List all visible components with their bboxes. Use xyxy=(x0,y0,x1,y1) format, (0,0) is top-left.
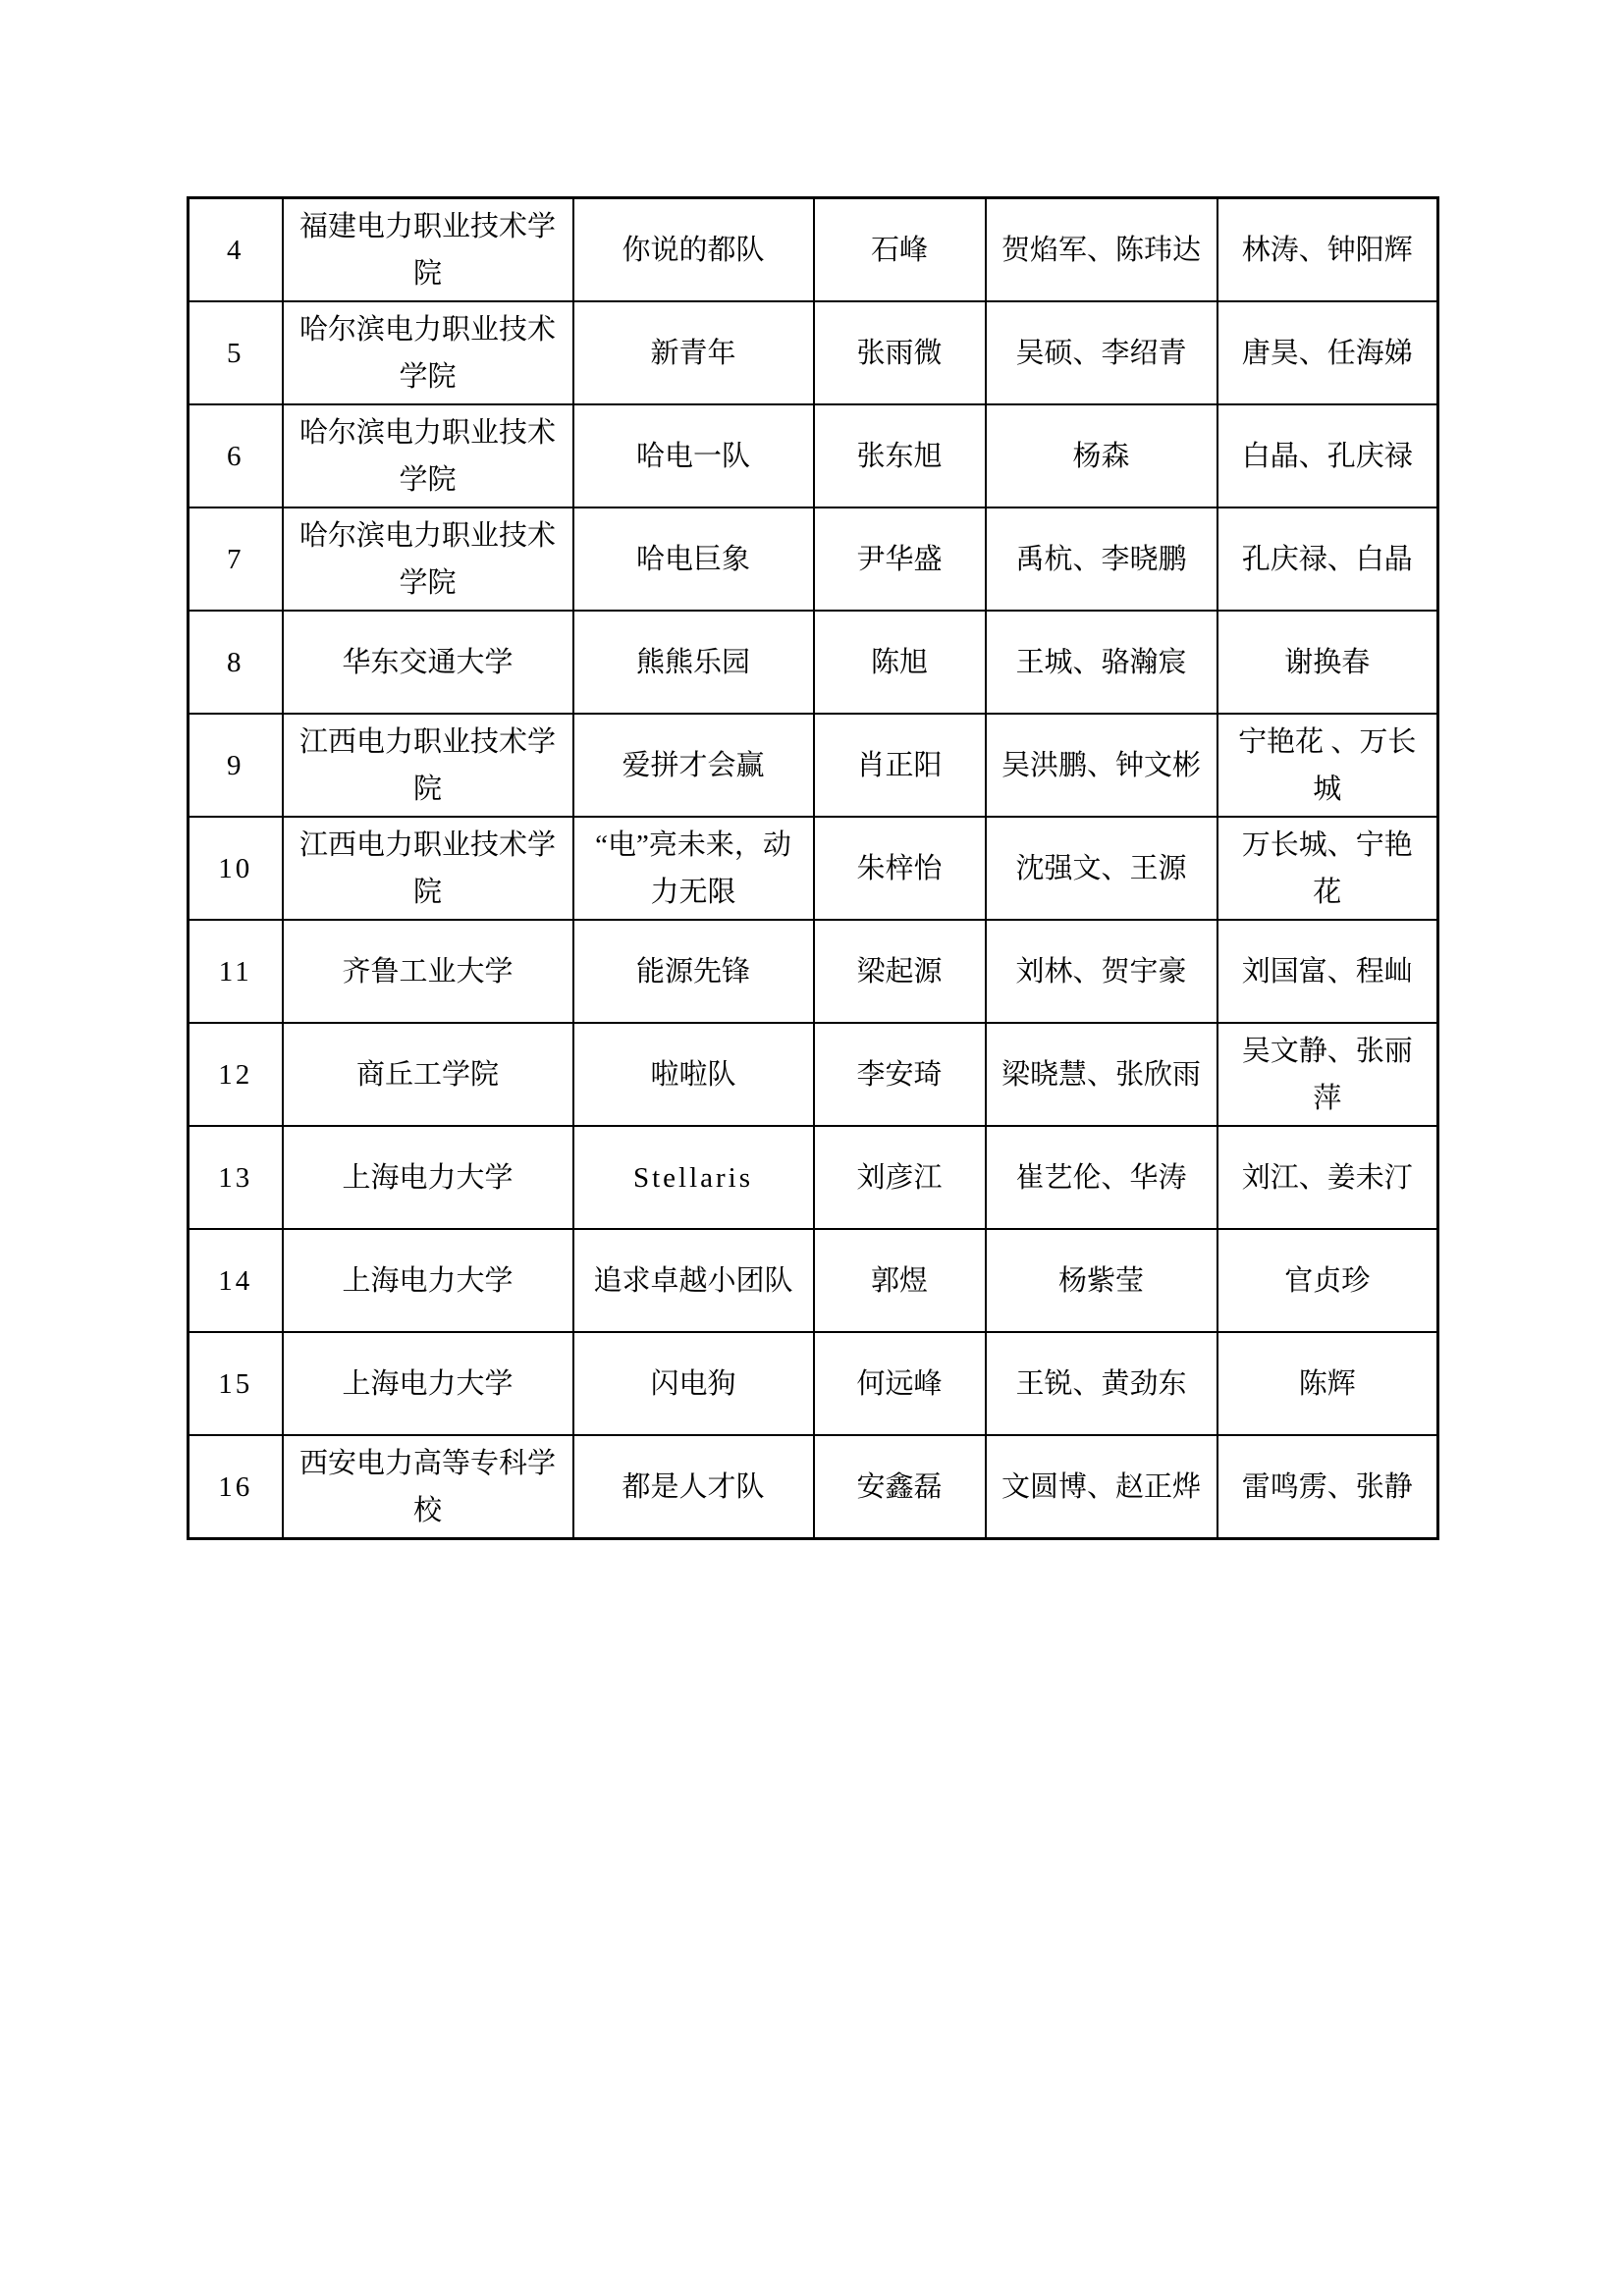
table-cell: 追求卓越小团队 xyxy=(573,1229,814,1332)
table-cell: 刘彦江 xyxy=(814,1126,986,1229)
table-cell: 杨紫莹 xyxy=(986,1229,1217,1332)
table-cell: 陈辉 xyxy=(1217,1332,1438,1435)
table-cell: 能源先锋 xyxy=(573,920,814,1023)
row-number-cell: 10 xyxy=(189,817,283,920)
table-cell: 王城、骆瀚宸 xyxy=(986,611,1217,714)
table-cell: 宁艳花 、万长城 xyxy=(1217,714,1438,817)
table-cell: 刘林、贺宇豪 xyxy=(986,920,1217,1023)
table-cell: 官贞珍 xyxy=(1217,1229,1438,1332)
table-cell: 福建电力职业技术学院 xyxy=(283,198,573,302)
table-cell: 你说的都队 xyxy=(573,198,814,302)
table-cell: 林涛、钟阳辉 xyxy=(1217,198,1438,302)
table-cell: 吴硕、李绍青 xyxy=(986,301,1217,404)
table-cell: 肖正阳 xyxy=(814,714,986,817)
table-cell: 刘江、姜未汀 xyxy=(1217,1126,1438,1229)
table-cell: 郭煜 xyxy=(814,1229,986,1332)
table-row xyxy=(189,714,1438,817)
row-number-cell: 11 xyxy=(189,920,283,1023)
table-cell: 西安电力高等专科学校 xyxy=(283,1435,573,1539)
table-row xyxy=(189,1229,1438,1332)
table-cell: 熊熊乐园 xyxy=(573,611,814,714)
table-cell: 崔艺伦、华涛 xyxy=(986,1126,1217,1229)
table-cell: 齐鲁工业大学 xyxy=(283,920,573,1023)
table-row xyxy=(189,507,1438,611)
table-cell: 吴文静、张丽萍 xyxy=(1217,1023,1438,1126)
table-cell: 闪电狗 xyxy=(573,1332,814,1435)
table-row xyxy=(189,404,1438,507)
team-roster-table xyxy=(187,196,1439,1540)
row-number-cell: 8 xyxy=(189,611,283,714)
table-cell: 哈尔滨电力职业技术学院 xyxy=(283,507,573,611)
table-cell: 尹华盛 xyxy=(814,507,986,611)
table-cell: 杨森 xyxy=(986,404,1217,507)
table-cell: 哈尔滨电力职业技术学院 xyxy=(283,404,573,507)
table-cell: 上海电力大学 xyxy=(283,1229,573,1332)
table-cell: 白晶、孔庆禄 xyxy=(1217,404,1438,507)
table-cell: Stellaris xyxy=(573,1126,814,1229)
table-cell: 孔庆禄、白晶 xyxy=(1217,507,1438,611)
row-number-cell: 6 xyxy=(189,404,283,507)
table-cell: 吴洪鹏、钟文彬 xyxy=(986,714,1217,817)
table-cell: 江西电力职业技术学院 xyxy=(283,714,573,817)
table-row xyxy=(189,301,1438,404)
table-row xyxy=(189,1435,1438,1539)
row-number-cell: 15 xyxy=(189,1332,283,1435)
table-cell: “电”亮未来，动力无限 xyxy=(573,817,814,920)
row-number-cell: 14 xyxy=(189,1229,283,1332)
row-number-cell: 5 xyxy=(189,301,283,404)
table-cell: 安鑫磊 xyxy=(814,1435,986,1539)
table-cell: 爱拼才会赢 xyxy=(573,714,814,817)
table-cell: 朱梓怡 xyxy=(814,817,986,920)
table-cell: 雷鸣雳、张静 xyxy=(1217,1435,1438,1539)
table-cell: 贺焰军、陈玮达 xyxy=(986,198,1217,302)
table-cell: 陈旭 xyxy=(814,611,986,714)
table-cell: 华东交通大学 xyxy=(283,611,573,714)
table-cell: 啦啦队 xyxy=(573,1023,814,1126)
row-number-cell: 12 xyxy=(189,1023,283,1126)
table-row xyxy=(189,198,1438,302)
table-cell: 文圆博、赵正烨 xyxy=(986,1435,1217,1539)
table-cell: 哈尔滨电力职业技术学院 xyxy=(283,301,573,404)
table-cell: 万长城、宁艳花 xyxy=(1217,817,1438,920)
row-number-cell: 13 xyxy=(189,1126,283,1229)
table-cell: 王锐、黄劲东 xyxy=(986,1332,1217,1435)
table-row xyxy=(189,1126,1438,1229)
table-row xyxy=(189,1023,1438,1126)
roster-table-body xyxy=(189,198,1438,1539)
table-row xyxy=(189,920,1438,1023)
table-row xyxy=(189,611,1438,714)
table-cell: 唐昊、任海娣 xyxy=(1217,301,1438,404)
table-cell: 商丘工学院 xyxy=(283,1023,573,1126)
table-cell: 沈强文、王源 xyxy=(986,817,1217,920)
table-cell: 哈电一队 xyxy=(573,404,814,507)
table-cell: 石峰 xyxy=(814,198,986,302)
table-row xyxy=(189,1332,1438,1435)
table-cell: 上海电力大学 xyxy=(283,1332,573,1435)
table-cell: 张雨微 xyxy=(814,301,986,404)
table-cell: 李安琦 xyxy=(814,1023,986,1126)
table-cell: 梁晓慧、张欣雨 xyxy=(986,1023,1217,1126)
table-cell: 张东旭 xyxy=(814,404,986,507)
table-cell: 江西电力职业技术学院 xyxy=(283,817,573,920)
table-cell: 都是人才队 xyxy=(573,1435,814,1539)
row-number-cell: 4 xyxy=(189,198,283,302)
table-cell: 新青年 xyxy=(573,301,814,404)
table-row xyxy=(189,817,1438,920)
table-cell: 谢换春 xyxy=(1217,611,1438,714)
row-number-cell: 9 xyxy=(189,714,283,817)
row-number-cell: 16 xyxy=(189,1435,283,1539)
row-number-cell: 7 xyxy=(189,507,283,611)
table-cell: 何远峰 xyxy=(814,1332,986,1435)
table-cell: 禹杭、李晓鹏 xyxy=(986,507,1217,611)
table-cell: 刘国富、程屾 xyxy=(1217,920,1438,1023)
table-cell: 梁起源 xyxy=(814,920,986,1023)
table-cell: 上海电力大学 xyxy=(283,1126,573,1229)
table-cell: 哈电巨象 xyxy=(573,507,814,611)
